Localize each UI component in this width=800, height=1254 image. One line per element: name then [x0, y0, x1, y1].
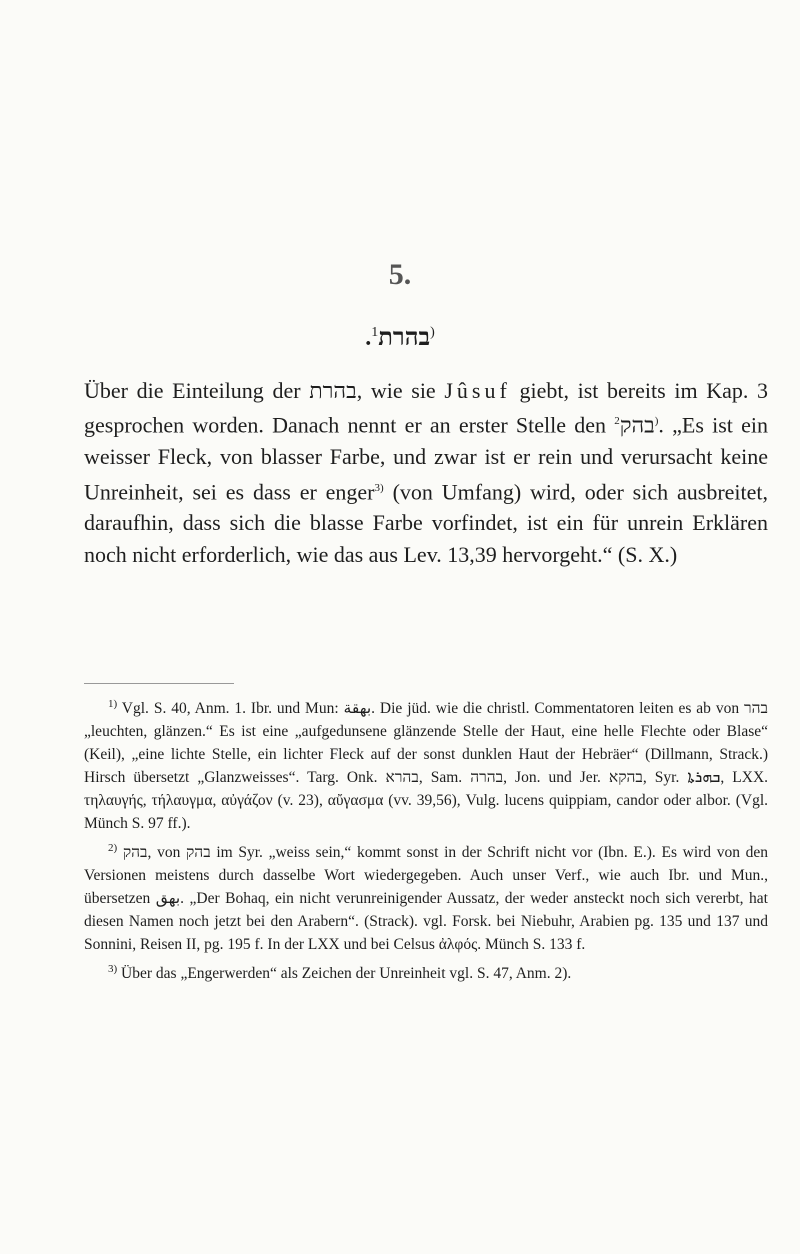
footnote-ref-3: 3): [374, 481, 384, 494]
section-heading: [0, 325, 800, 352]
footnote-2-number: 2): [108, 842, 118, 855]
footnotes: [84, 693, 768, 987]
footnote-ref-2: 2): [614, 415, 659, 428]
body-paragraph: [84, 375, 768, 570]
heading-text: .בהרת: [365, 325, 431, 351]
footnote-separator: [84, 683, 234, 684]
body-text-2: giebt, ist bereits im Kap. 3 gesprochen worden. Danach nennt er an erster Stelle den בהק: [84, 378, 769, 438]
page-number: 5.: [388, 258, 412, 291]
footnote-1-number: 1): [108, 698, 118, 710]
footnote-3: [84, 958, 768, 985]
footnote-1-text: Vgl. S. 40, Anm. 1. Ibr. und Mun: بهقة. Die jüd. wie die christl. Commentatoren leiten es ab von בהר „leuchten, glänzen.“ Es ist eine „aufgedunsene glänzende Stelle der Haut, eine helle Flechte oder Blase“ (Keil), „eine lichte Stelle, ein lichter Fleck auf der sonst dunklen Haut der Hebräer“ (Dillmann, Strack.) Hirsch übersetzt „Glanzweisses“. Targ. Onk. בהרא, Sam. בהרה, Jon. und Jer. בהקא, Syr. ܒܗܪܬܐ, LXX. τηλαυγής, τήλαυγμα, αὐγάζον (v. 23), αὔγασμα (vv. 39,56), Vulg. lucens quippiam, candor oder albor. (Vgl. Münch S. 97 ff.).: [84, 700, 769, 833]
body-text-1: Über die Einteilung der בהרת, wie sie: [84, 378, 436, 403]
footnote-1: [84, 693, 768, 835]
author-name: Jûsuf: [444, 378, 511, 403]
heading-footnote-ref: 1): [371, 325, 435, 340]
footnote-3-text: Über das „Engerwerden“ als Zeichen der Unreinheit vgl. S. 47, Anm. 2).: [121, 965, 572, 983]
footnote-2-text: בהק, von בהק im Syr. „weiss sein,“ kommt sonst in der Schrift nicht vor (Ibn. E.). Es wird von den Versionen meistens durch dasselbe Wort wiedergegeben. Auch unser Verf., wie auch Ibr. und Mun., übersetzen بهق. „Der Bohaq, ein nicht verunreinigender Aussatz, der weder ansteckt noch sich vererbt, hat diesen Namen noch jetzt bei den Arabern“. (Strack). vgl. Forsk. bei Niebuhr, Arabien pg. 135 und 137 und Sonnini, Reisen II, pg. 195 f. In der LXX und bei Celsus ἀλφός. Münch S. 133 f.: [84, 844, 769, 954]
footnote-2: [84, 837, 768, 956]
body-text-3: . „Es ist ein weisser Fleck, von blasser Farbe, und zwar ist er rein und verursacht keine Unreinheit, sei es dass er enger: [84, 412, 768, 504]
footnote-3-number: 3): [108, 963, 118, 976]
body-text-4: (von Umfang) wird, oder sich ausbreitet, daraufhin, dass sich die blasse Farbe vorfindet, ist ein für unrein Erklären noch nicht erforderlich, wie das aus Lev. 13,39 hervorgeht.“ (S. X.): [84, 478, 769, 567]
